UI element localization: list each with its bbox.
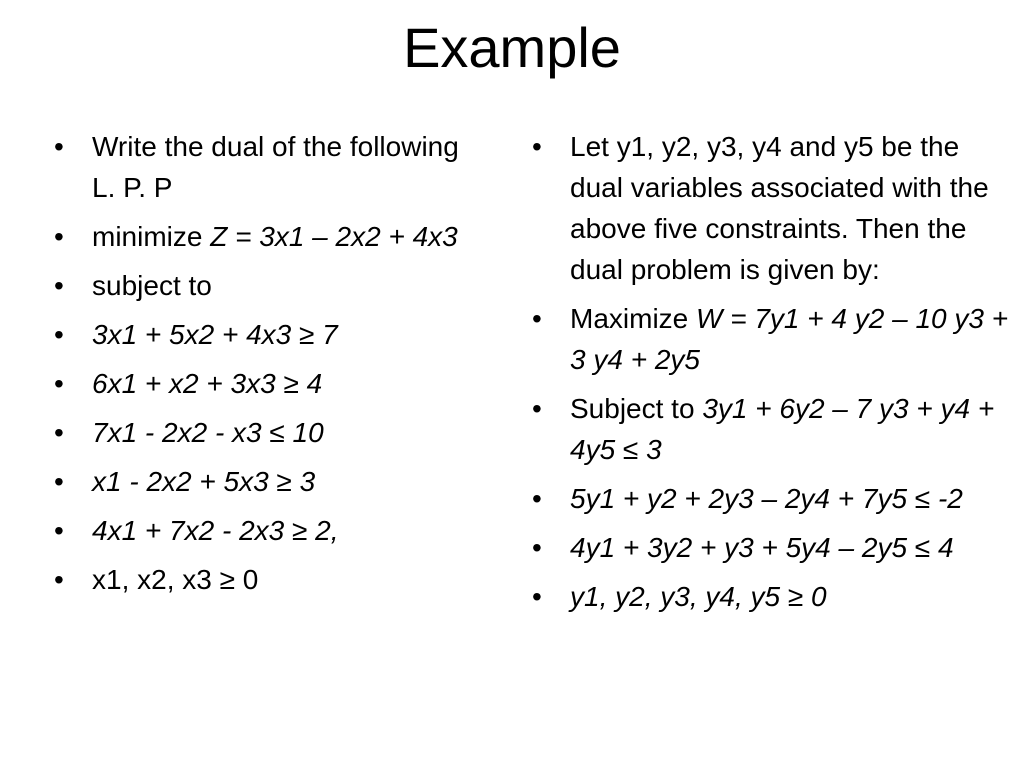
item-math: 4y1 + 3y2 + y3 + 5y4 – 2y5 ≤ 4 bbox=[570, 532, 954, 563]
bullet-icon: • bbox=[532, 532, 542, 563]
bullet-icon: • bbox=[532, 131, 542, 162]
item-math: 4x1 + 7x2 - 2x3 ≥ 2, bbox=[92, 515, 339, 546]
list-item bbox=[528, 298, 1018, 380]
item-text: Subject to bbox=[570, 393, 703, 424]
item-text: x1, x2, x3 ≥ 0 bbox=[92, 564, 259, 595]
list-item bbox=[50, 314, 480, 355]
left-bullet-list bbox=[50, 126, 480, 608]
list-item bbox=[50, 216, 480, 257]
item-text: Maximize bbox=[570, 303, 697, 334]
item-math: 6x1 + x2 + 3x3 ≥ 4 bbox=[92, 368, 323, 399]
list-item bbox=[528, 126, 1018, 290]
bullet-icon: • bbox=[532, 581, 542, 612]
item-text: Write the dual of the following L. P. P bbox=[92, 131, 459, 203]
bullet-icon: • bbox=[54, 564, 64, 595]
bullet-icon: • bbox=[54, 417, 64, 448]
item-math: x1 - 2x2 + 5x3 ≥ 3 bbox=[92, 466, 316, 497]
bullet-icon: • bbox=[54, 319, 64, 350]
bullet-icon: • bbox=[54, 221, 64, 252]
list-item bbox=[528, 388, 1018, 470]
right-bullet-list bbox=[528, 126, 1018, 625]
item-math: W = 7y1 + 4 y2 – 10 y3 + 3 y4 + 2y5 bbox=[570, 303, 1009, 375]
list-item bbox=[50, 363, 480, 404]
bullet-icon: • bbox=[532, 483, 542, 514]
item-math: 3x1 + 5x2 + 4x3 ≥ 7 bbox=[92, 319, 338, 350]
item-text: subject to bbox=[92, 270, 212, 301]
list-item bbox=[50, 265, 480, 306]
list-item bbox=[50, 559, 480, 600]
item-text: minimize bbox=[92, 221, 211, 252]
item-math: Z = 3x1 – 2x2 + 4x3 bbox=[210, 221, 458, 252]
slide-title: Example bbox=[403, 16, 621, 79]
item-math: y1, y2, y3, y4, y5 ≥ 0 bbox=[570, 581, 827, 612]
item-text: Let y1, y2, y3, y4 and y5 be the dual variables associated with the above five constraints. Then the dual problem is given by: bbox=[570, 131, 989, 285]
item-math: 5y1 + y2 + 2y3 – 2y4 + 7y5 ≤ -2 bbox=[570, 483, 963, 514]
list-item bbox=[50, 461, 480, 502]
item-math: 3y1 + 6y2 – 7 y3 + y4 + 4y5 ≤ 3 bbox=[570, 393, 995, 465]
list-item bbox=[528, 576, 1018, 617]
bullet-icon: • bbox=[532, 393, 542, 424]
item-math: 7x1 - 2x2 - x3 ≤ 10 bbox=[92, 417, 324, 448]
bullet-icon: • bbox=[54, 131, 64, 162]
list-item bbox=[528, 527, 1018, 568]
bullet-icon: • bbox=[532, 303, 542, 334]
list-item bbox=[528, 478, 1018, 519]
list-item bbox=[50, 510, 480, 551]
bullet-icon: • bbox=[54, 466, 64, 497]
bullet-icon: • bbox=[54, 515, 64, 546]
bullet-icon: • bbox=[54, 368, 64, 399]
list-item bbox=[50, 126, 480, 208]
bullet-icon: • bbox=[54, 270, 64, 301]
list-item bbox=[50, 412, 480, 453]
